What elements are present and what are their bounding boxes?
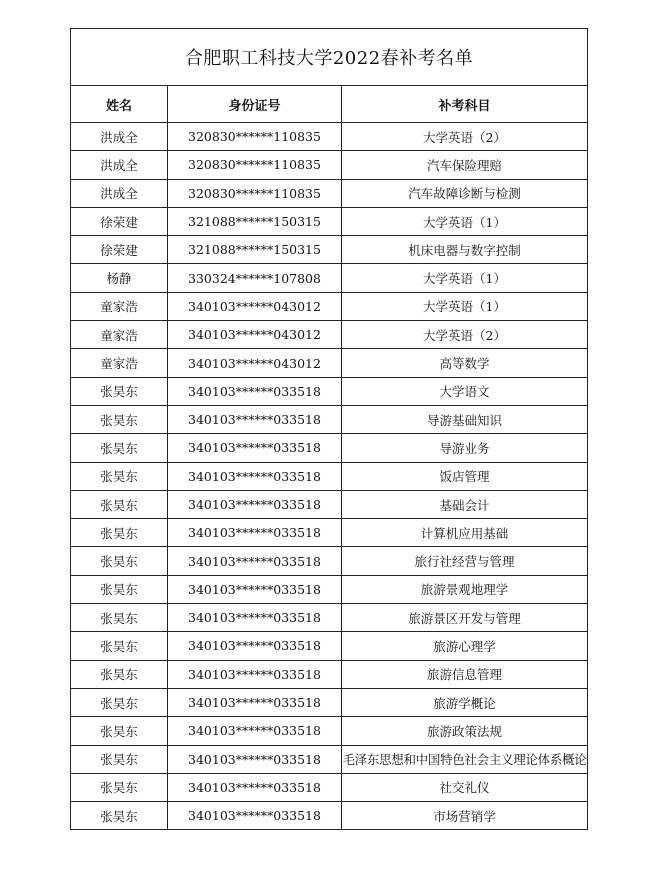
cell-name: 徐荣建 [71, 207, 168, 235]
table-row [71, 292, 588, 320]
cell-name: 张昊东 [71, 575, 168, 603]
cell-subject: 大学英语（1） [342, 292, 588, 320]
cell-name: 徐荣建 [71, 236, 168, 264]
cell-id-number: 330324******107808 [168, 264, 342, 292]
table-row [71, 547, 588, 575]
cell-id-number: 340103******033518 [168, 604, 342, 632]
cell-subject: 机床电器与数字控制 [342, 236, 588, 264]
table-row [71, 321, 588, 349]
cell-name: 张昊东 [71, 717, 168, 745]
cell-subject: 旅游心理学 [342, 632, 588, 660]
cell-id-number: 340103******033518 [168, 717, 342, 745]
cell-id-number: 340103******033518 [168, 405, 342, 433]
table-row [71, 490, 588, 518]
cell-id-number: 340103******033518 [168, 434, 342, 462]
cell-subject: 大学英语（1） [342, 264, 588, 292]
cell-name: 张昊东 [71, 434, 168, 462]
cell-id-number: 320830******110835 [168, 123, 342, 151]
cell-name: 洪成全 [71, 123, 168, 151]
table-row [71, 688, 588, 716]
cell-id-number: 340103******033518 [168, 660, 342, 688]
cell-id-number: 340103******033518 [168, 377, 342, 405]
table-row [71, 264, 588, 292]
table-row [71, 123, 588, 151]
table-row [71, 151, 588, 179]
cell-id-number: 340103******033518 [168, 688, 342, 716]
cell-subject: 旅游信息管理 [342, 660, 588, 688]
cell-subject: 大学英语（2） [342, 321, 588, 349]
cell-id-number: 320830******110835 [168, 151, 342, 179]
cell-name: 张昊东 [71, 462, 168, 490]
makeup-exam-table [70, 28, 588, 830]
table-row [71, 745, 588, 773]
cell-subject: 大学语文 [342, 377, 588, 405]
table-body [71, 123, 588, 830]
cell-subject: 旅游景观地理学 [342, 575, 588, 603]
cell-id-number: 340103******043012 [168, 321, 342, 349]
table-row [71, 717, 588, 745]
cell-name: 张昊东 [71, 377, 168, 405]
cell-id-number: 320830******110835 [168, 179, 342, 207]
cell-id-number: 340103******033518 [168, 519, 342, 547]
table-row [71, 802, 588, 830]
cell-name: 童家浩 [71, 292, 168, 320]
table-row [71, 575, 588, 603]
cell-name: 张昊东 [71, 660, 168, 688]
cell-name: 洪成全 [71, 151, 168, 179]
cell-id-number: 340103******033518 [168, 632, 342, 660]
cell-subject: 计算机应用基础 [342, 519, 588, 547]
table-row [71, 434, 588, 462]
cell-name: 张昊东 [71, 490, 168, 518]
cell-subject: 市场营销学 [342, 802, 588, 830]
table-row [71, 604, 588, 632]
table-row [71, 179, 588, 207]
cell-subject: 旅游景区开发与管理 [342, 604, 588, 632]
cell-subject: 高等数学 [342, 349, 588, 377]
cell-subject: 社交礼仪 [342, 773, 588, 801]
table-row [71, 773, 588, 801]
cell-name: 童家浩 [71, 349, 168, 377]
cell-name: 张昊东 [71, 773, 168, 801]
table-row [71, 462, 588, 490]
cell-name: 张昊东 [71, 547, 168, 575]
header-subject: 补考科目 [342, 86, 588, 123]
table-row [71, 236, 588, 264]
cell-id-number: 340103******033518 [168, 490, 342, 518]
cell-name: 杨静 [71, 264, 168, 292]
cell-subject: 旅行社经营与管理 [342, 547, 588, 575]
cell-id-number: 321088******150315 [168, 236, 342, 264]
table-row [71, 632, 588, 660]
cell-subject: 毛泽东思想和中国特色社会主义理论体系概论 [342, 745, 588, 773]
cell-name: 童家浩 [71, 321, 168, 349]
cell-subject: 大学英语（1） [342, 207, 588, 235]
cell-id-number: 340103******033518 [168, 745, 342, 773]
cell-name: 张昊东 [71, 604, 168, 632]
cell-subject: 汽车故障诊断与检测 [342, 179, 588, 207]
cell-subject: 基础会计 [342, 490, 588, 518]
cell-id-number: 340103******043012 [168, 349, 342, 377]
table-row [71, 660, 588, 688]
cell-name: 张昊东 [71, 802, 168, 830]
cell-subject: 汽车保险理赔 [342, 151, 588, 179]
document-title: 合肥职工科技大学2022春补考名单 [71, 29, 588, 86]
cell-subject: 旅游政策法规 [342, 717, 588, 745]
table-row [71, 405, 588, 433]
page-bottom-margin [0, 832, 647, 874]
cell-id-number: 340103******033518 [168, 462, 342, 490]
cell-subject: 大学英语（2） [342, 123, 588, 151]
header-id: 身份证号 [168, 86, 342, 123]
cell-name: 张昊东 [71, 632, 168, 660]
cell-name: 张昊东 [71, 745, 168, 773]
table-row [71, 349, 588, 377]
table-header-row [71, 86, 588, 123]
cell-name: 张昊东 [71, 519, 168, 547]
cell-subject: 旅游学概论 [342, 688, 588, 716]
cell-id-number: 340103******033518 [168, 547, 342, 575]
cell-id-number: 340103******033518 [168, 773, 342, 801]
cell-name: 张昊东 [71, 405, 168, 433]
cell-subject: 导游业务 [342, 434, 588, 462]
cell-id-number: 340103******033518 [168, 575, 342, 603]
header-name: 姓名 [71, 86, 168, 123]
cell-name: 张昊东 [71, 688, 168, 716]
cell-id-number: 340103******043012 [168, 292, 342, 320]
exam-list-sheet [70, 28, 587, 830]
table-row [71, 207, 588, 235]
cell-name: 洪成全 [71, 179, 168, 207]
cell-id-number: 321088******150315 [168, 207, 342, 235]
cell-subject: 导游基础知识 [342, 405, 588, 433]
table-row [71, 519, 588, 547]
cell-id-number: 340103******033518 [168, 802, 342, 830]
table-row [71, 377, 588, 405]
cell-subject: 饭店管理 [342, 462, 588, 490]
